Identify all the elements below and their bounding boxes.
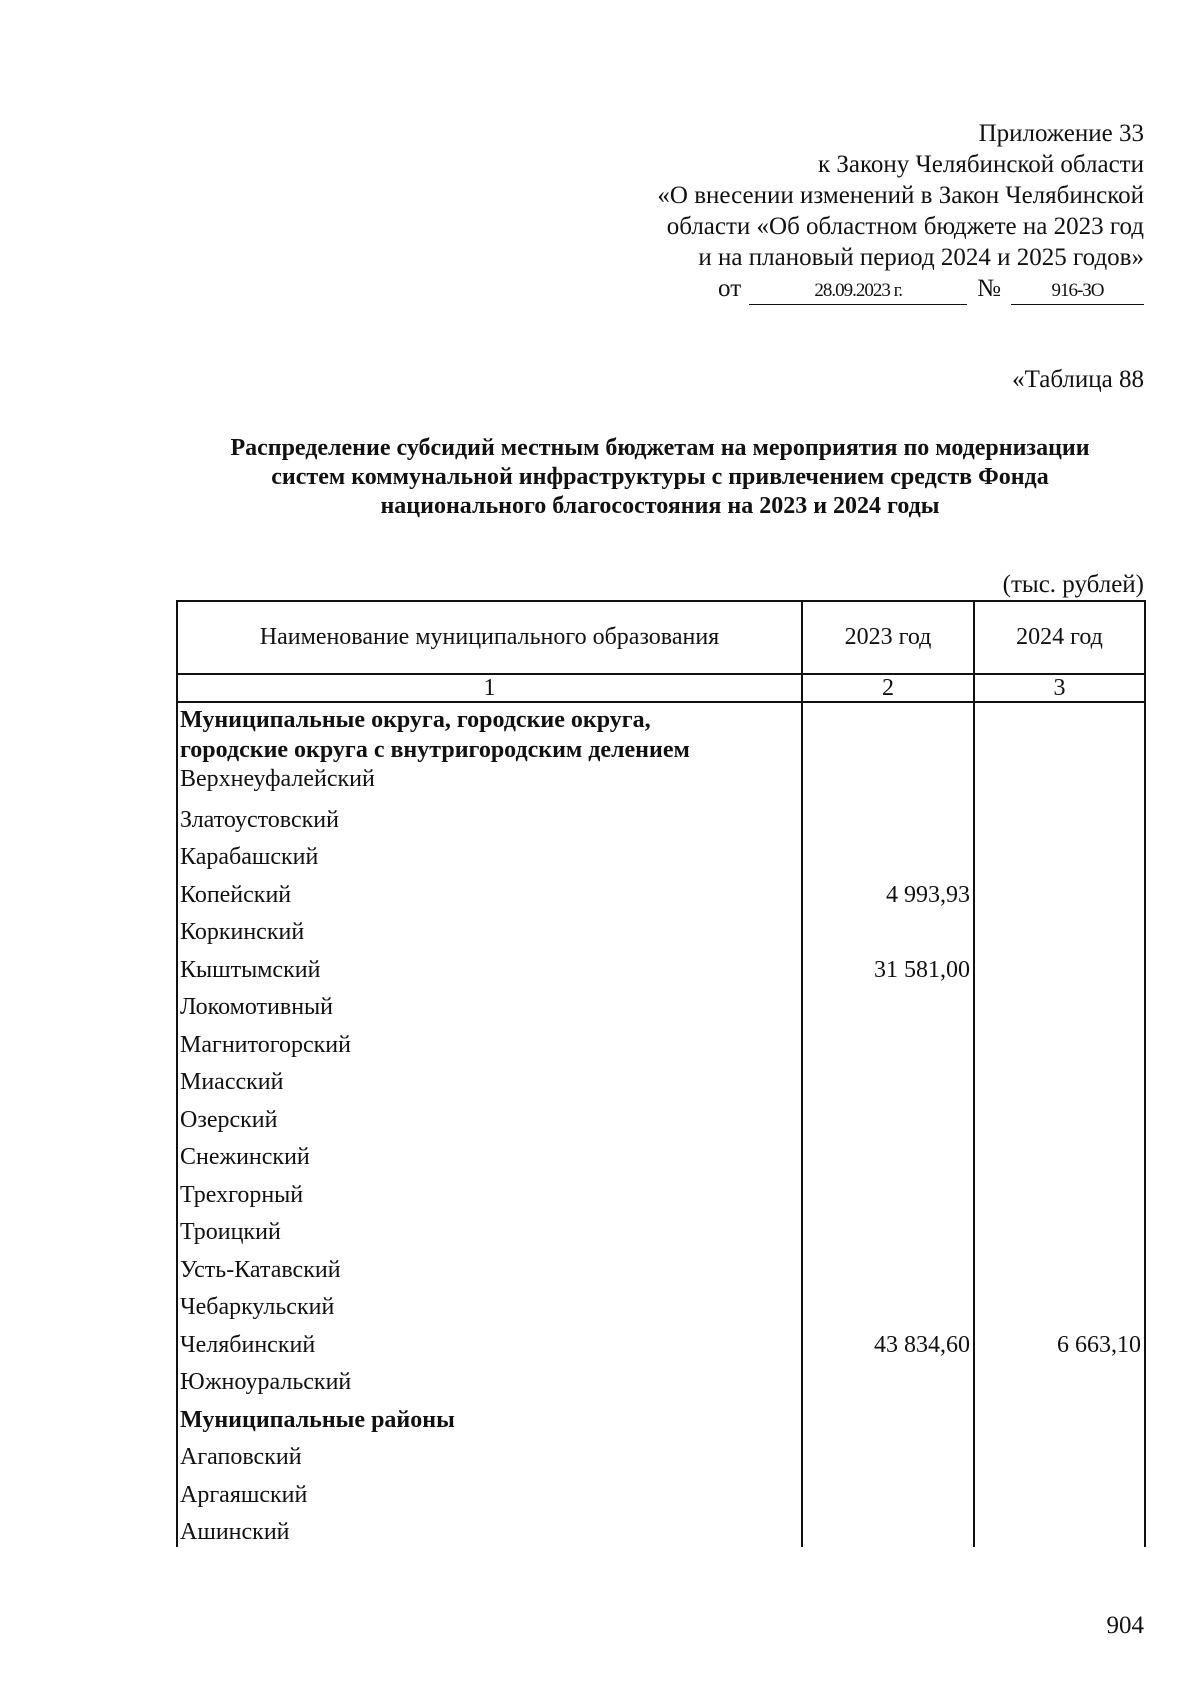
value-2024: [974, 1060, 1145, 1098]
document-title: [170, 434, 1150, 521]
column-header-name: Наименование муниципального образования: [177, 601, 802, 674]
value-2024: [974, 1022, 1145, 1060]
value-2024: [974, 872, 1145, 910]
municipality-name: Верхнеуфалейский: [177, 765, 802, 797]
value-2023: [802, 1060, 974, 1098]
value-2024: 6 663,10: [974, 1322, 1145, 1360]
table-row: [177, 1435, 1145, 1473]
table-row: [177, 1247, 1145, 1285]
law-number: 916-ЗО: [1011, 278, 1144, 305]
value-2023: [802, 1247, 974, 1285]
municipality-name: Снежинский: [177, 1135, 802, 1173]
value-2024: [974, 1247, 1145, 1285]
table-row: [177, 1360, 1145, 1398]
table-row: [177, 1172, 1145, 1210]
value-2023: [802, 1435, 974, 1473]
column-number: 3: [974, 674, 1145, 702]
empty-cell: [802, 702, 974, 765]
empty-cell: [974, 1397, 1145, 1435]
municipality-name: Копейский: [177, 872, 802, 910]
municipality-name: Миасский: [177, 1060, 802, 1098]
date-prefix: от: [718, 275, 742, 302]
table-row: [177, 985, 1145, 1023]
column-header-2023: 2023 год: [802, 601, 974, 674]
municipality-name: Аргаяшский: [177, 1472, 802, 1510]
title-line: Распределение субсидий местным бюджетам на мероприятия по модернизации: [230, 435, 1090, 461]
value-2023: [802, 765, 974, 797]
value-2024: [974, 1135, 1145, 1173]
value-2024: [974, 835, 1145, 873]
table-row: [177, 1022, 1145, 1060]
value-2024: [974, 765, 1145, 797]
column-header-2024: 2024 год: [974, 601, 1145, 674]
empty-cell: [802, 1397, 974, 1435]
municipality-name: Усть-Катавский: [177, 1247, 802, 1285]
law-date: 28.09.2023 г.: [749, 278, 967, 305]
value-2023: [802, 797, 974, 835]
table-header-row: [177, 601, 1145, 674]
group-title-line: городские округа с внутригородским делением: [180, 737, 690, 763]
value-2023: [802, 910, 974, 948]
title-line: систем коммунальной инфраструктуры с привлечением средств Фонда: [271, 464, 1049, 490]
table-row: [177, 1097, 1145, 1135]
municipality-name: Чебаркульский: [177, 1285, 802, 1323]
table-row: [177, 1060, 1145, 1098]
appendix-line: к Закону Челябинской области: [818, 151, 1144, 178]
value-2023: [802, 1135, 974, 1173]
value-2024: [974, 1285, 1145, 1323]
value-2024: [974, 1510, 1145, 1548]
value-2024: [974, 1172, 1145, 1210]
municipality-name: Челябинский: [177, 1322, 802, 1360]
group-title: Муниципальные районы: [177, 1397, 802, 1435]
value-2023: 4 993,93: [802, 872, 974, 910]
column-number-row: [177, 674, 1145, 702]
table-row: [177, 797, 1145, 835]
table-row: [177, 835, 1145, 873]
units-label: (тыс. рублей): [1002, 571, 1144, 598]
table-row: [177, 910, 1145, 948]
page-number: 904: [1106, 1612, 1144, 1639]
municipality-name: Южноуральский: [177, 1360, 802, 1398]
number-sign: №: [977, 275, 1001, 302]
appendix-line: области «Об областном бюджете на 2023 год: [666, 213, 1144, 240]
value-2023: [802, 1285, 974, 1323]
table-row: [177, 947, 1145, 985]
value-2023: 31 581,00: [802, 947, 974, 985]
value-2023: [802, 835, 974, 873]
column-number: 2: [802, 674, 974, 702]
municipality-name: Кыштымский: [177, 947, 802, 985]
municipality-name: Трехгорный: [177, 1172, 802, 1210]
table-label: «Таблица 88: [1012, 366, 1144, 393]
municipality-name: Ашинский: [177, 1510, 802, 1548]
value-2023: [802, 1172, 974, 1210]
appendix-line: «О внесении изменений в Закон Челябинской: [657, 182, 1144, 209]
value-2024: [974, 1210, 1145, 1248]
subsidy-table: [176, 600, 1146, 1547]
value-2024: [974, 947, 1145, 985]
appendix-line: Приложение 33: [978, 120, 1144, 147]
value-2023: [802, 1472, 974, 1510]
municipality-name: Локомотивный: [177, 985, 802, 1023]
table-row: [177, 765, 1145, 797]
value-2023: [802, 985, 974, 1023]
value-2024: [974, 910, 1145, 948]
value-2023: [802, 1022, 974, 1060]
group-header-row: [177, 702, 1145, 765]
group-header-row: [177, 1397, 1145, 1435]
municipality-name: Агаповский: [177, 1435, 802, 1473]
value-2023: 43 834,60: [802, 1322, 974, 1360]
table-row: [177, 872, 1145, 910]
value-2023: [802, 1360, 974, 1398]
value-2024: [974, 1435, 1145, 1473]
title-line: национального благосостояния на 2023 и 2024 годы: [380, 493, 940, 519]
value-2024: [974, 1097, 1145, 1135]
value-2023: [802, 1510, 974, 1548]
table-row: [177, 1135, 1145, 1173]
value-2023: [802, 1210, 974, 1248]
table-row: [177, 1472, 1145, 1510]
municipality-name: Коркинский: [177, 910, 802, 948]
law-date-number-line: [584, 273, 1144, 305]
municipality-name: Карабашский: [177, 835, 802, 873]
table-row: [177, 1210, 1145, 1248]
appendix-block: [584, 118, 1144, 305]
value-2024: [974, 797, 1145, 835]
value-2023: [802, 1097, 974, 1135]
value-2024: [974, 1360, 1145, 1398]
table-body: [177, 702, 1145, 1547]
municipality-name: Озерский: [177, 1097, 802, 1135]
value-2024: [974, 1472, 1145, 1510]
group-title: [177, 702, 802, 765]
column-number: 1: [177, 674, 802, 702]
municipality-name: Троицкий: [177, 1210, 802, 1248]
municipality-name: Златоустовский: [177, 797, 802, 835]
value-2024: [974, 985, 1145, 1023]
empty-cell: [974, 702, 1145, 765]
group-title-line: Муниципальные округа, городские округа,: [180, 707, 651, 733]
appendix-line: и на плановый период 2024 и 2025 годов»: [698, 244, 1144, 271]
table-row: [177, 1322, 1145, 1360]
table-row: [177, 1510, 1145, 1548]
municipality-name: Магнитогорский: [177, 1022, 802, 1060]
table-row: [177, 1285, 1145, 1323]
